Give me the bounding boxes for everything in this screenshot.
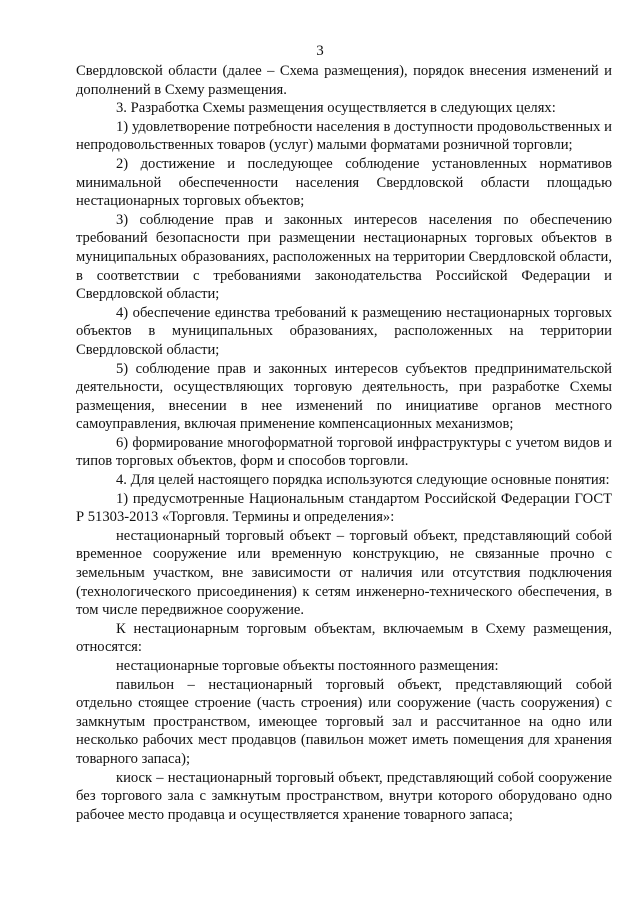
paragraph: павильон – нестационарный торговый объект, представляющий собой отдельно стоящее строение (часть строения) или сооружение (часть сооружения) с замкнутым пространством, имеющее торговый зал и рассчитанное на одно или несколько рабочих мест продавцов (павильон может иметь помещения для хранения товарного запаса); bbox=[76, 676, 612, 767]
paragraph: 6) формирование многоформатной торговой инфраструктуры с учетом видов и типов торговых объектов, форм и способов торговли. bbox=[76, 434, 612, 470]
paragraph: 3. Разработка Схемы размещения осуществляется в следующих целях: bbox=[116, 100, 556, 117]
paragraph: 1) удовлетворение потребности населения в доступности продовольственных и непродовольственных товаров (услуг) малыми форматами розничной торговли; bbox=[76, 118, 612, 154]
document-body bbox=[76, 62, 612, 824]
paragraph: киоск – нестационарный торговый объект, представляющий собой сооружение без торгового зала с замкнутым пространством, внутри которого оборудовано одно рабочее место продавца и осуществляется хранение товарного запаса; bbox=[76, 769, 612, 823]
paragraph: 4. Для целей настоящего порядка используются следующие основные понятия: bbox=[116, 472, 610, 489]
paragraph: 3) соблюдение прав и законных интересов населения по обеспечению требований безопасности при размещении нестационарных торговых объектов в муниципальных образованиях, расположенных на территории Свердловской области, в соответствии с требованиями законодательства Российской Федерации и Свердловской области; bbox=[76, 211, 612, 303]
paragraph: нестационарный торговый объект – торговый объект, представляющий собой временное сооружение или временную конструкцию, не связанные прочно с земельным участком, вне зависимости от наличия или отсутствия подключения (технологического присоединения) к сетям инженерно-технического обеспечения, в том числе передвижное сооружение. bbox=[76, 527, 612, 619]
paragraph: нестационарные торговые объекты постоянного размещения: bbox=[116, 658, 499, 674]
paragraph: 4) обеспечение единства требований к размещению нестационарных торговых объектов в муниципальных образованиях, расположенных на территории Свердловской области; bbox=[76, 304, 612, 358]
paragraph: 1) предусмотренные Национальным стандартом Российской Федерации ГОСТ Р 51303-2013 «Торговля. Термины и определения»: bbox=[76, 490, 612, 526]
paragraph: 2) достижение и последующее соблюдение установленных нормативов минимальной обеспеченности населения Свердловской области площадью нестационарных торговых объектов; bbox=[76, 155, 612, 210]
page-number: 3 bbox=[316, 43, 324, 59]
paragraph: К нестационарным торговым объектам, включаемым в Схему размещения, относятся: bbox=[76, 620, 612, 656]
paragraph: Свердловской области (далее – Схема размещения), порядок внесения изменений и дополнений в Схему размещения. bbox=[76, 63, 612, 98]
paragraph: 5) соблюдение прав и законных интересов субъектов предпринимательской деятельности, осуществляющих торговую деятельность, при разработке Схемы размещения, внесении в нее изменений по инициативе органов местного самоуправления, включая применение компенсационных механизмов; bbox=[76, 360, 612, 433]
